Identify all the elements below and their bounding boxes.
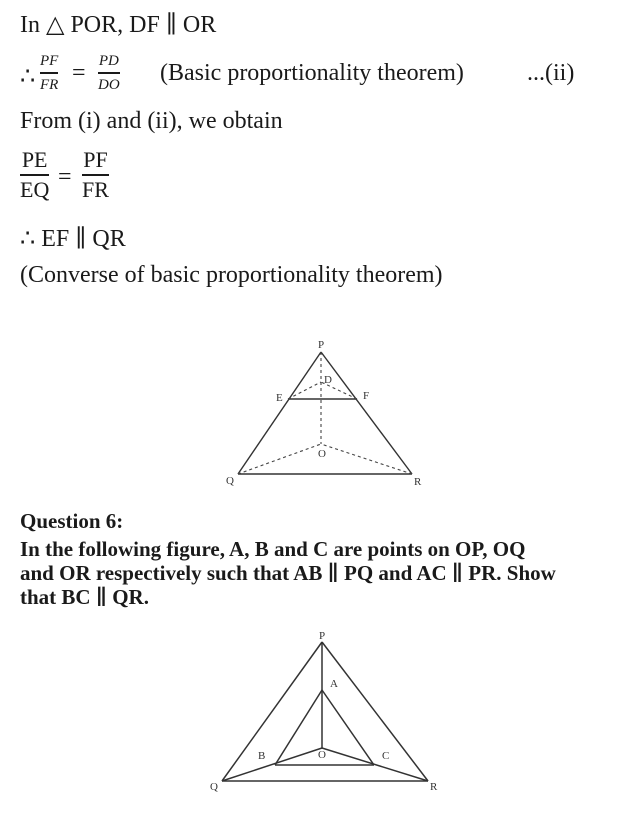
- numerator: PF: [40, 53, 59, 69]
- numerator: PE: [21, 147, 48, 172]
- edge-pr: [321, 352, 412, 474]
- numerator: PF: [83, 147, 108, 172]
- denominator: FR: [40, 76, 59, 93]
- therefore-symbol: ∴: [20, 64, 36, 90]
- equals-sign: =: [72, 60, 86, 86]
- label-q: Q: [226, 475, 234, 487]
- label-f: F: [363, 390, 370, 402]
- label-e: E: [276, 392, 283, 404]
- label-d: D: [324, 374, 332, 386]
- segment-ro: [321, 444, 412, 474]
- denominator: DO: [98, 76, 120, 93]
- label-r: R: [414, 476, 422, 488]
- denominator: FR: [82, 176, 109, 202]
- label-p: P: [318, 339, 325, 351]
- label-b: B: [258, 750, 266, 762]
- segment-ac: [322, 690, 374, 765]
- label-r: R: [430, 781, 438, 793]
- label-q: Q: [210, 781, 218, 793]
- question-text-line: and OR respectively such that AB ∥ PQ and AC ∥ PR. Show: [20, 561, 556, 585]
- label-o: O: [318, 448, 326, 460]
- edge-pq: [222, 642, 322, 781]
- statement-line: In △ POR, DF ∥ OR: [20, 12, 217, 38]
- label-o: O: [318, 749, 326, 761]
- reason-text: (Basic proportionality theorem): [160, 60, 464, 86]
- question-text-line: that BC ∥ QR.: [20, 585, 149, 609]
- statement-line: From (i) and (ii), we obtain: [20, 108, 283, 134]
- label-a: A: [330, 678, 338, 690]
- denominator: EQ: [20, 176, 50, 202]
- question-text-line: In the following figure, A, B and C are points on OP, OQ: [20, 537, 526, 561]
- conclusion-line: ∴ EF ∥ QR: [20, 226, 126, 252]
- equation-reference: ...(ii): [527, 60, 575, 86]
- reason-text: (Converse of basic proportionality theorem): [20, 262, 443, 288]
- segment-ab: [275, 690, 322, 765]
- equals-sign: =: [58, 164, 72, 190]
- question-title: Question 6:: [20, 509, 124, 533]
- edge-pq: [238, 352, 321, 474]
- numerator: PD: [98, 53, 119, 69]
- segment-qo: [238, 444, 321, 474]
- label-c: C: [382, 750, 390, 762]
- label-p: P: [319, 630, 326, 642]
- segment-ed: [288, 382, 321, 399]
- edge-pr: [322, 642, 428, 781]
